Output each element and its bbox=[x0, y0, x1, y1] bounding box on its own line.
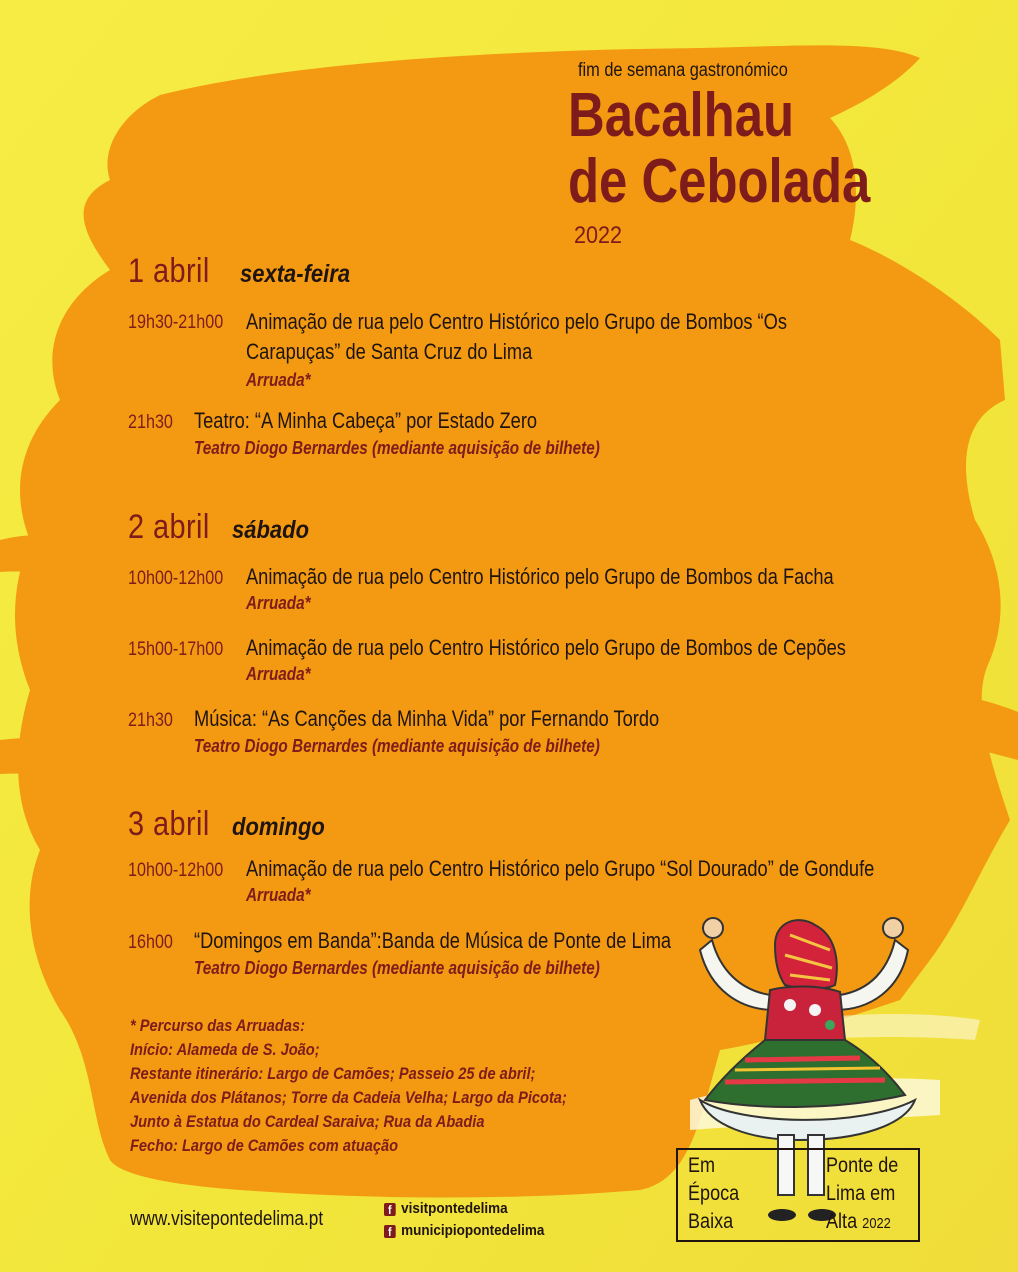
event-description: Animação de rua pelo Centro Histórico pelo Grupo “Sol Dourado” de Gondufe bbox=[246, 856, 875, 881]
event-subtitle: fim de semana gastronómico bbox=[578, 60, 788, 81]
route-note-line: Fecho: Largo de Camões com atuação bbox=[130, 1136, 399, 1155]
badge-year: 2022 bbox=[862, 1215, 891, 1232]
event-description: Animação de rua pelo Centro Histórico pelo Grupo de Bombos “Os bbox=[246, 309, 787, 334]
badge-left-line: Baixa bbox=[688, 1210, 734, 1233]
social-handle: municipiopontedelima bbox=[401, 1222, 545, 1239]
route-note-line: Restante itinerário: Largo de Camões; Passeio 25 de abril; bbox=[130, 1064, 536, 1083]
event-description: Animação de rua pelo Centro Histórico pelo Grupo de Bombos de Cepões bbox=[246, 635, 846, 660]
event-time: 19h30-21h00 bbox=[128, 312, 224, 333]
event-title-line2: de Cebolada bbox=[568, 147, 871, 216]
event-venue: Teatro Diogo Bernardes (mediante aquisição de bilhete) bbox=[194, 736, 600, 756]
event-venue: Teatro Diogo Bernardes (mediante aquisição de bilhete) bbox=[194, 958, 600, 978]
event-venue: Arruada* bbox=[246, 593, 311, 613]
day-2-date: 2 abril bbox=[128, 508, 210, 546]
event-venue: Arruada* bbox=[246, 885, 311, 905]
event-venue: Teatro Diogo Bernardes (mediante aquisição de bilhete) bbox=[194, 438, 600, 458]
day-1-weekday: sexta-feira bbox=[240, 260, 351, 288]
event-time: 10h00-12h00 bbox=[128, 568, 224, 589]
badge-left-text bbox=[688, 1152, 739, 1236]
badge-right-line: Ponte de bbox=[826, 1154, 899, 1177]
event-year: 2022 bbox=[574, 222, 623, 249]
badge-right-line: Lima em bbox=[826, 1182, 896, 1205]
badge-left-line: Em bbox=[688, 1154, 716, 1177]
route-note-line: * Percurso das Arruadas: bbox=[130, 1016, 305, 1035]
day-2-weekday: sábado bbox=[232, 516, 310, 544]
event-time: 10h00-12h00 bbox=[128, 860, 224, 881]
social-facebook-2[interactable] bbox=[384, 1222, 544, 1239]
facebook-icon: f bbox=[384, 1203, 396, 1216]
day-1-date: 1 abril bbox=[128, 252, 210, 290]
route-notes bbox=[130, 1014, 567, 1158]
event-time: 21h30 bbox=[128, 412, 173, 433]
badge-right-text bbox=[826, 1152, 898, 1238]
day-3-weekday: domingo bbox=[232, 813, 325, 841]
event-description: Animação de rua pelo Centro Histórico pelo Grupo de Bombos da Facha bbox=[246, 564, 834, 589]
event-time: 16h00 bbox=[128, 932, 173, 953]
route-note-line: Início: Alameda de S. João; bbox=[130, 1040, 320, 1059]
social-facebook-1[interactable] bbox=[384, 1200, 508, 1217]
website-link[interactable]: www.visitepontedelima.pt bbox=[130, 1208, 324, 1230]
route-note-line: Avenida dos Plátanos; Torre da Cadeia Velha; Largo da Picota; bbox=[130, 1088, 567, 1107]
event-venue: Arruada* bbox=[246, 664, 311, 684]
event-description: Teatro: “A Minha Cabeça” por Estado Zero bbox=[194, 408, 538, 433]
social-handle: visitpontedelima bbox=[401, 1200, 508, 1217]
event-description: Música: “As Canções da Minha Vida” por Fernando Tordo bbox=[194, 706, 660, 731]
badge-right-line: Alta 2022 bbox=[826, 1210, 891, 1233]
facebook-icon: f bbox=[384, 1225, 396, 1238]
event-description-cont: Carapuças” de Santa Cruz do Lima bbox=[246, 339, 533, 364]
event-venue: Arruada* bbox=[246, 370, 311, 390]
badge-left-line: Época bbox=[688, 1182, 740, 1205]
event-time: 21h30 bbox=[128, 710, 173, 731]
event-time: 15h00-17h00 bbox=[128, 639, 224, 660]
event-description: “Domingos em Banda”:Banda de Música de Ponte de Lima bbox=[194, 928, 672, 953]
day-3-date: 3 abril bbox=[128, 805, 210, 843]
event-title-line1: Bacalhau bbox=[568, 81, 795, 150]
route-note-line: Junto à Estatua do Cardeal Saraiva; Rua da Abadia bbox=[130, 1112, 485, 1131]
